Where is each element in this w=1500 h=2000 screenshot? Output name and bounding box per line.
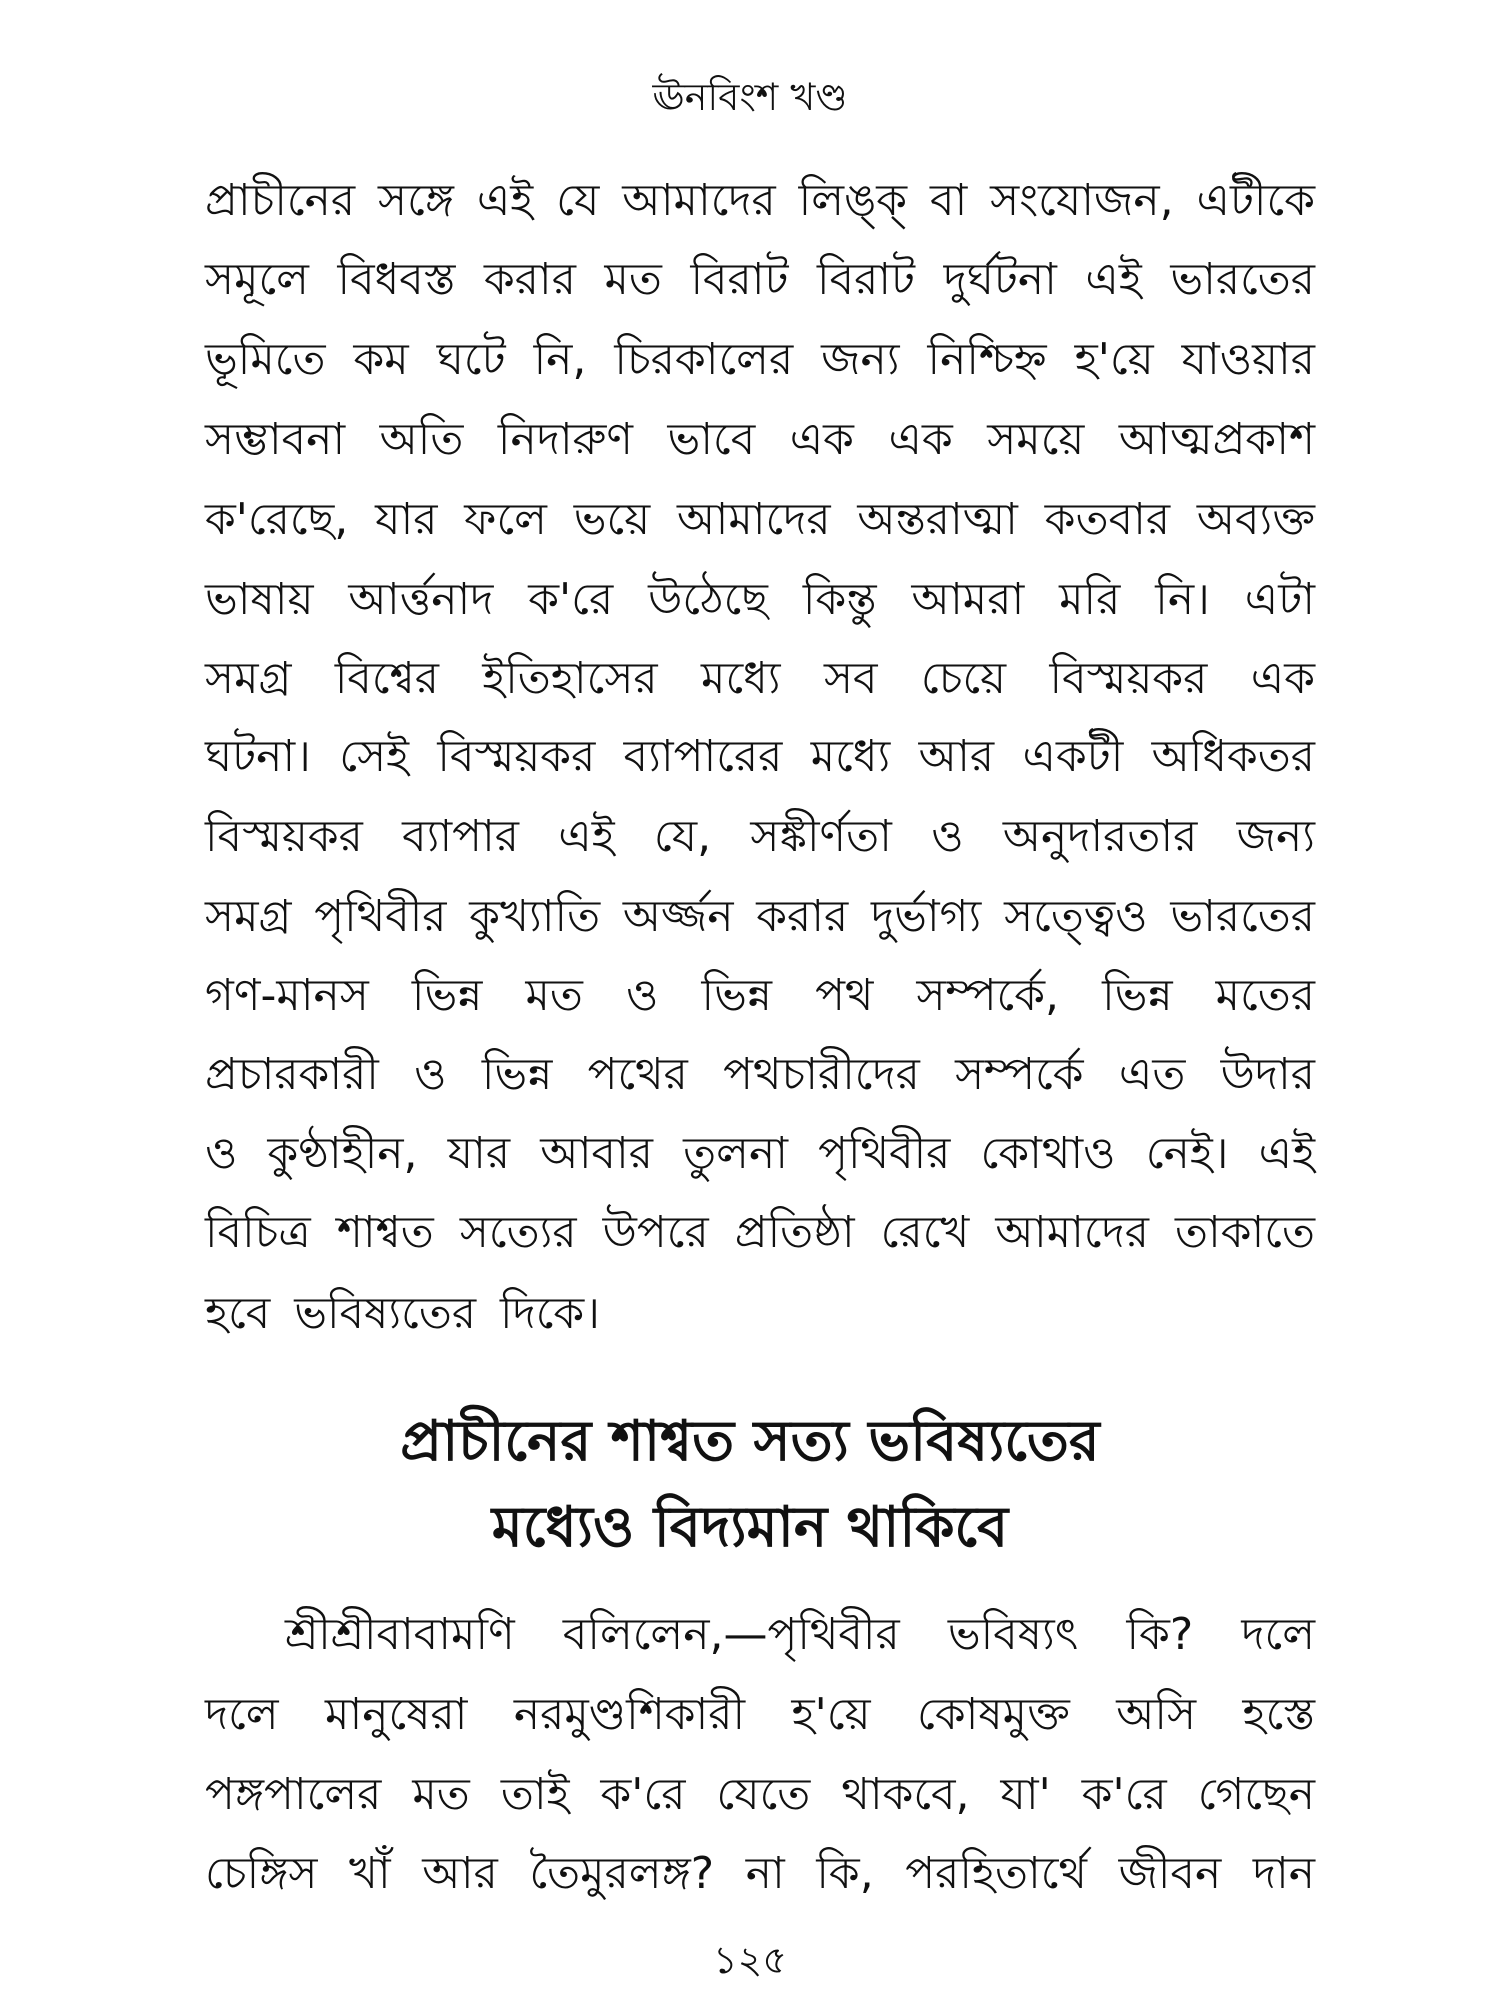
text-line: প্রাচীনের সঙ্গে এই যে আমাদের লিঙ্ক্ বা সংযোজন, এটীকে (205, 175, 1315, 226)
text-line: সম্ভাবনা অতি নিদারুণ ভাবে এক এক সময়ে আত্মপ্রকাশ (205, 414, 1315, 465)
page-number: ১২৫ (712, 1938, 788, 1982)
text-line: হবে ভবিষ্যতের দিকে। (205, 1288, 600, 1339)
text-line: ক'রেছে, যার ফলে ভয়ে আমাদের অন্তরাত্মা কতবার অব্যক্ত (205, 494, 1315, 545)
text-line: ভাষায় আর্ত্তনাদ ক'রে উঠেছে কিন্তু আমরা মরি নি। এটা (205, 574, 1315, 625)
text-line: ভূমিতে কম ঘটে নি, চিরকালের জন্য নিশ্চিহ্ন হ'য়ে যাওয়ার (205, 334, 1315, 385)
text-line: প্রচারকারী ও ভিন্ন পথের পথচারীদের সম্পর্কে এত উদার (205, 1049, 1315, 1100)
text-line: বিস্ময়কর ব্যাপার এই যে, সঙ্কীর্ণতা ও অনুদারতার জন্য (205, 811, 1315, 862)
heading-line: মধ্যেও বিদ্যমান থাকিবে (491, 1495, 1009, 1560)
running-header: ঊনবিংশ খণ্ড (652, 75, 848, 119)
text-line: পঙ্গপালের মত তাই ক'রে যেতে থাকবে, যা' ক'রে গেছেন (205, 1769, 1315, 1820)
text-line: বিচিত্র শাশ্বত সত্যের উপরে প্রতিষ্ঠা রেখে আমাদের তাকাতে (205, 1207, 1315, 1258)
text-line: সমগ্র পৃথিবীর কুখ্যাতি অর্জ্জন করার দুর্ভাগ্য সত্ত্বেও ভারতের (205, 891, 1315, 942)
text-line: দলে মানুষেরা নরমুণ্ডশিকারী হ'য়ে কোষমুক্ত অসি হস্তে (205, 1689, 1315, 1740)
heading-line: প্রাচীনের শাশ্বত সত্য ভবিষ্যতের (400, 1409, 1100, 1474)
text-line: গণ-মানস ভিন্ন মত ও ভিন্ন পথ সম্পর্কে, ভিন্ন মতের (205, 970, 1315, 1021)
text-line: চেঙ্গিস খাঁ আর তৈমুরলঙ্গ? না কি, পরহিতার্থে জীবন দান (205, 1848, 1315, 1899)
text-line: শ্রীশ্রীবাবামণি বলিলেন,—পৃথিবীর ভবিষ্যৎ কি? দলে (285, 1609, 1315, 1660)
text-line: সমূলে বিধবস্ত করার মত বিরাট বিরাট দুর্ঘটনা এই ভারতের (205, 254, 1315, 305)
text-line: ঘটনা। সেই বিস্ময়কর ব্যাপারের মধ্যে আর একটী অধিকতর (205, 731, 1315, 782)
text-line: সমগ্র বিশ্বের ইতিহাসের মধ্যে সব চেয়ে বিস্ময়কর এক (205, 653, 1315, 704)
text-line: ও কুণ্ঠাহীন, যার আবার তুলনা পৃথিবীর কোথাও নেই। এই (205, 1128, 1315, 1179)
